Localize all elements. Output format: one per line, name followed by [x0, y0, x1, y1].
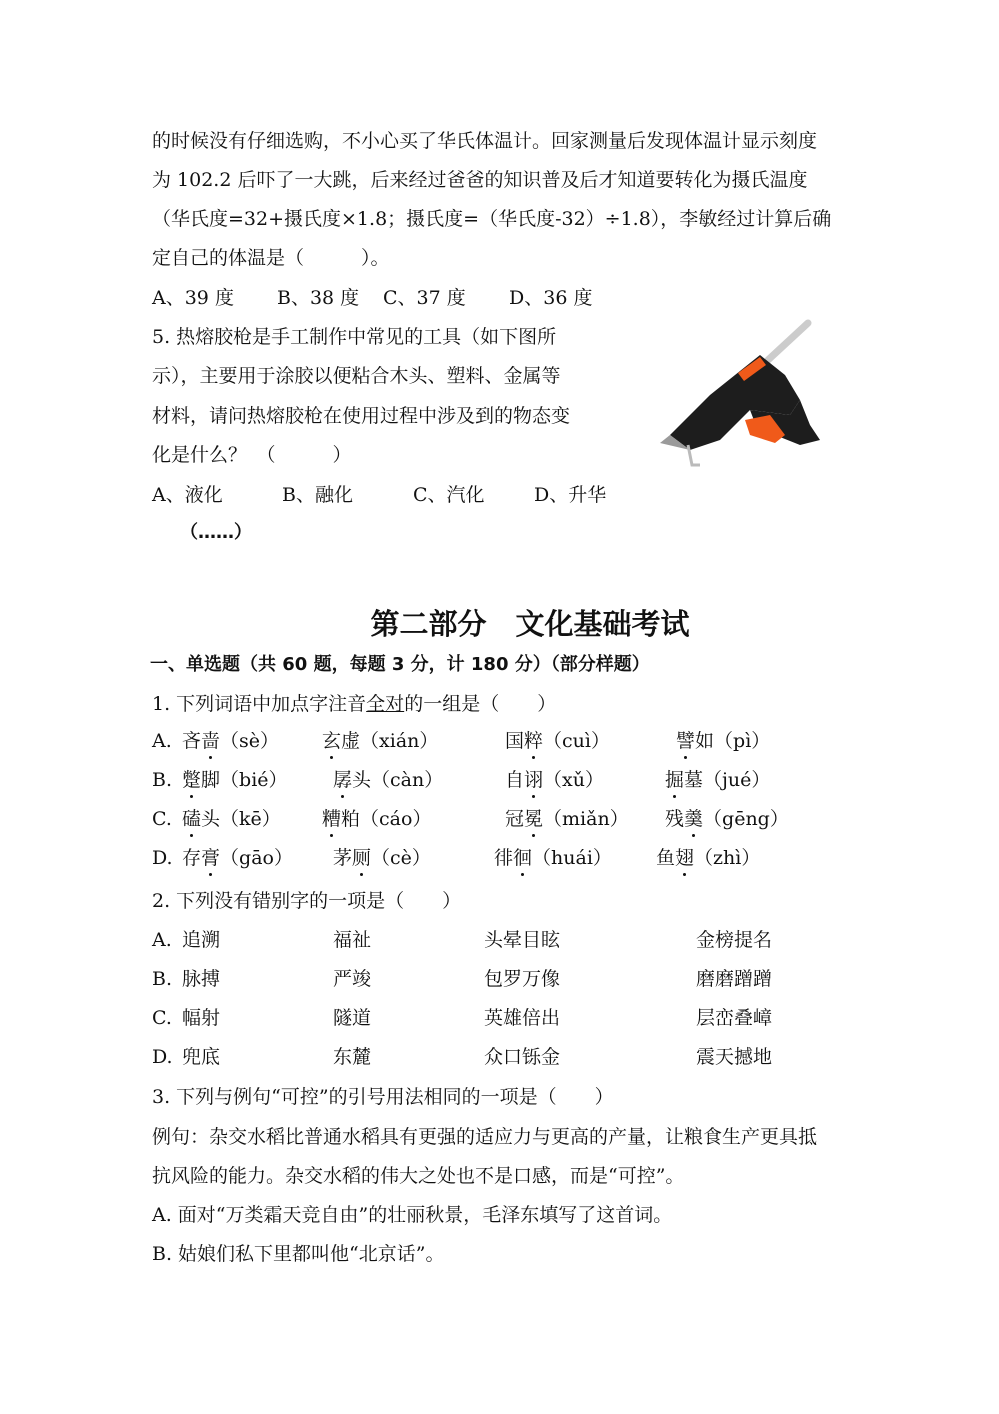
dotted-character: 徊 [513, 847, 533, 869]
character: 自 [505, 769, 525, 791]
question-1-stem [152, 692, 556, 716]
character: 冠 [505, 808, 525, 830]
option-label: C. [152, 808, 172, 830]
dotted-character: 膏 [201, 847, 221, 869]
character: 鱼 [656, 847, 676, 869]
word-with-pinyin [494, 846, 612, 870]
dotted-character: 掘 [665, 769, 685, 791]
option-c: C、37 度 [383, 287, 466, 309]
word: 英雄倍出 [484, 1007, 561, 1029]
word: 震天撼地 [696, 1046, 773, 1068]
word: 追溯 [182, 929, 221, 951]
pinyin: （gēng） [703, 808, 789, 830]
character: 头 [352, 769, 372, 791]
word-with-pinyin [333, 846, 431, 870]
character: 粕 [341, 808, 361, 830]
option-a: A. 面对“万类霜天竞自由”的壮丽秋景，毛泽东填写了这首词。 [152, 1204, 673, 1226]
word-with-pinyin [322, 807, 431, 831]
word-with-pinyin [505, 729, 610, 753]
word: 众口铄金 [484, 1046, 561, 1068]
option-label: D. [152, 847, 173, 869]
option-a: A、39 度 [152, 287, 234, 309]
text-line: 示），主要用于涂胶以便粘合木头、塑料、金属等 [152, 365, 561, 387]
option-label: B. [152, 769, 173, 791]
option-label: A. [152, 929, 172, 951]
option-b: B、融化 [282, 484, 353, 506]
pinyin: （huái） [532, 847, 612, 869]
word-with-pinyin [333, 768, 443, 792]
word-with-pinyin [182, 729, 279, 753]
question-3-stem: 3. 下列与例句“可控”的引号用法相同的一项是（ ） [152, 1086, 614, 1108]
option-b: B. 姑娘们私下里都叫他“北京话”。 [152, 1243, 445, 1265]
dotted-character: 蹩 [182, 769, 202, 791]
word: 层峦叠嶂 [696, 1007, 773, 1029]
character: 国 [505, 730, 525, 752]
option-c: C、汽化 [413, 484, 485, 506]
text-line: 为 102.2 后吓了一大跳，后来经过爸爸的知识普及后才知道要转化为摄氏温度 [152, 169, 808, 191]
word: 包罗万像 [484, 968, 561, 990]
example-line: 抗风险的能力。杂交水稻的伟大之处也不是口感，而是“可控”。 [152, 1165, 685, 1187]
ellipsis: （……） [180, 522, 252, 543]
character: 徘 [494, 847, 514, 869]
option-label: C. [152, 1007, 172, 1029]
character: 存 [182, 847, 202, 869]
dotted-character: 翅 [675, 847, 695, 869]
word: 磨磨蹭蹭 [696, 968, 773, 990]
stem-underlined: 全对 [366, 693, 405, 715]
pinyin: （pì） [714, 730, 771, 752]
character: 头 [201, 808, 221, 830]
character: 虚 [341, 730, 361, 752]
text-line: （华氏度=32+摄氏度×1.8；摄氏度=（华氏度-32）÷1.8），李敏经过计算后确 [152, 208, 832, 230]
option-a: A、液化 [152, 484, 223, 506]
pinyin: （càn） [371, 769, 444, 791]
dotted-character: 糟 [322, 808, 342, 830]
option-label: A. [152, 730, 172, 752]
character: 如 [695, 730, 715, 752]
word: 金榜提名 [696, 929, 773, 951]
pinyin: （cuì） [543, 730, 610, 752]
stem-text: 1. 下列词语中加点字注音 [152, 693, 367, 715]
character: 茅 [333, 847, 353, 869]
dotted-character: 磕 [182, 808, 202, 830]
word-with-pinyin [656, 846, 760, 870]
word: 严竣 [333, 968, 372, 990]
pinyin: （cè） [371, 847, 431, 869]
word-with-pinyin [182, 807, 281, 831]
option-label: B. [152, 968, 173, 990]
option-label: D. [152, 1046, 173, 1068]
word: 幅射 [182, 1007, 221, 1029]
character: 墓 [684, 769, 704, 791]
pinyin: （zhì） [694, 847, 761, 869]
character: 吝 [182, 730, 202, 752]
word: 东麓 [333, 1046, 372, 1068]
word: 脉搏 [182, 968, 221, 990]
word-with-pinyin [665, 807, 789, 831]
dotted-character: 啬 [201, 730, 221, 752]
pinyin: （miǎn） [543, 808, 629, 830]
pinyin: （cáo） [360, 808, 432, 830]
dotted-character: 厕 [352, 847, 372, 869]
text-line: 5. 热熔胶枪是手工制作中常见的工具（如下图所 [152, 326, 557, 348]
dotted-character: 譬 [676, 730, 696, 752]
option-d: D、36 度 [509, 287, 593, 309]
option-b: B、38 度 [277, 287, 360, 309]
word-with-pinyin [322, 729, 438, 753]
word: 兜底 [182, 1046, 221, 1068]
character: 残 [665, 808, 685, 830]
dotted-character: 诩 [524, 769, 544, 791]
pinyin: （xǔ） [543, 769, 604, 791]
word-with-pinyin [505, 807, 629, 831]
pinyin: （kē） [220, 808, 281, 830]
dotted-character: 孱 [333, 769, 353, 791]
character: 脚 [201, 769, 221, 791]
word-with-pinyin [676, 729, 770, 753]
dotted-character: 玄 [322, 730, 342, 752]
pinyin: （xián） [360, 730, 439, 752]
text-line: 定自己的体温是（ ）。 [152, 247, 390, 269]
pinyin: （jué） [703, 769, 771, 791]
question-2-stem: 2. 下列没有错别字的一项是（ ） [152, 890, 462, 912]
word-with-pinyin [665, 768, 770, 792]
word-with-pinyin [505, 768, 604, 792]
dotted-character: 粹 [524, 730, 544, 752]
hot-glue-gun-image [650, 315, 830, 470]
text-line: 材料，请问热熔胶枪在使用过程中涉及到的物态变 [152, 405, 571, 427]
word: 头晕目眩 [484, 929, 561, 951]
word-with-pinyin [182, 846, 293, 870]
text-line: 化是什么？ （ ） [152, 444, 352, 466]
example-line: 例句：杂交水稻比普通水稻具有更强的适应力与更高的产量，让粮食生产更具抵 [152, 1126, 818, 1148]
pinyin: （bié） [220, 769, 288, 791]
word: 福祉 [333, 929, 372, 951]
word: 隧道 [333, 1007, 372, 1029]
word-with-pinyin [182, 768, 288, 792]
dotted-character: 冕 [524, 808, 544, 830]
text-line: 的时候没有仔细选购，不小心买了华氏体温计。回家测量后发现体温计显示刻度 [152, 130, 818, 152]
part-title: 第二部分 文化基础考试 [370, 607, 690, 641]
pinyin: （sè） [220, 730, 280, 752]
option-d: D、升华 [534, 484, 607, 506]
pinyin: （gāo） [220, 847, 293, 869]
dotted-character: 羹 [684, 808, 704, 830]
section-heading: 一、单选题（共 60 题，每题 3 分，计 180 分）（部分样题） [150, 654, 650, 675]
stem-text: 的一组是（ ） [404, 693, 557, 715]
